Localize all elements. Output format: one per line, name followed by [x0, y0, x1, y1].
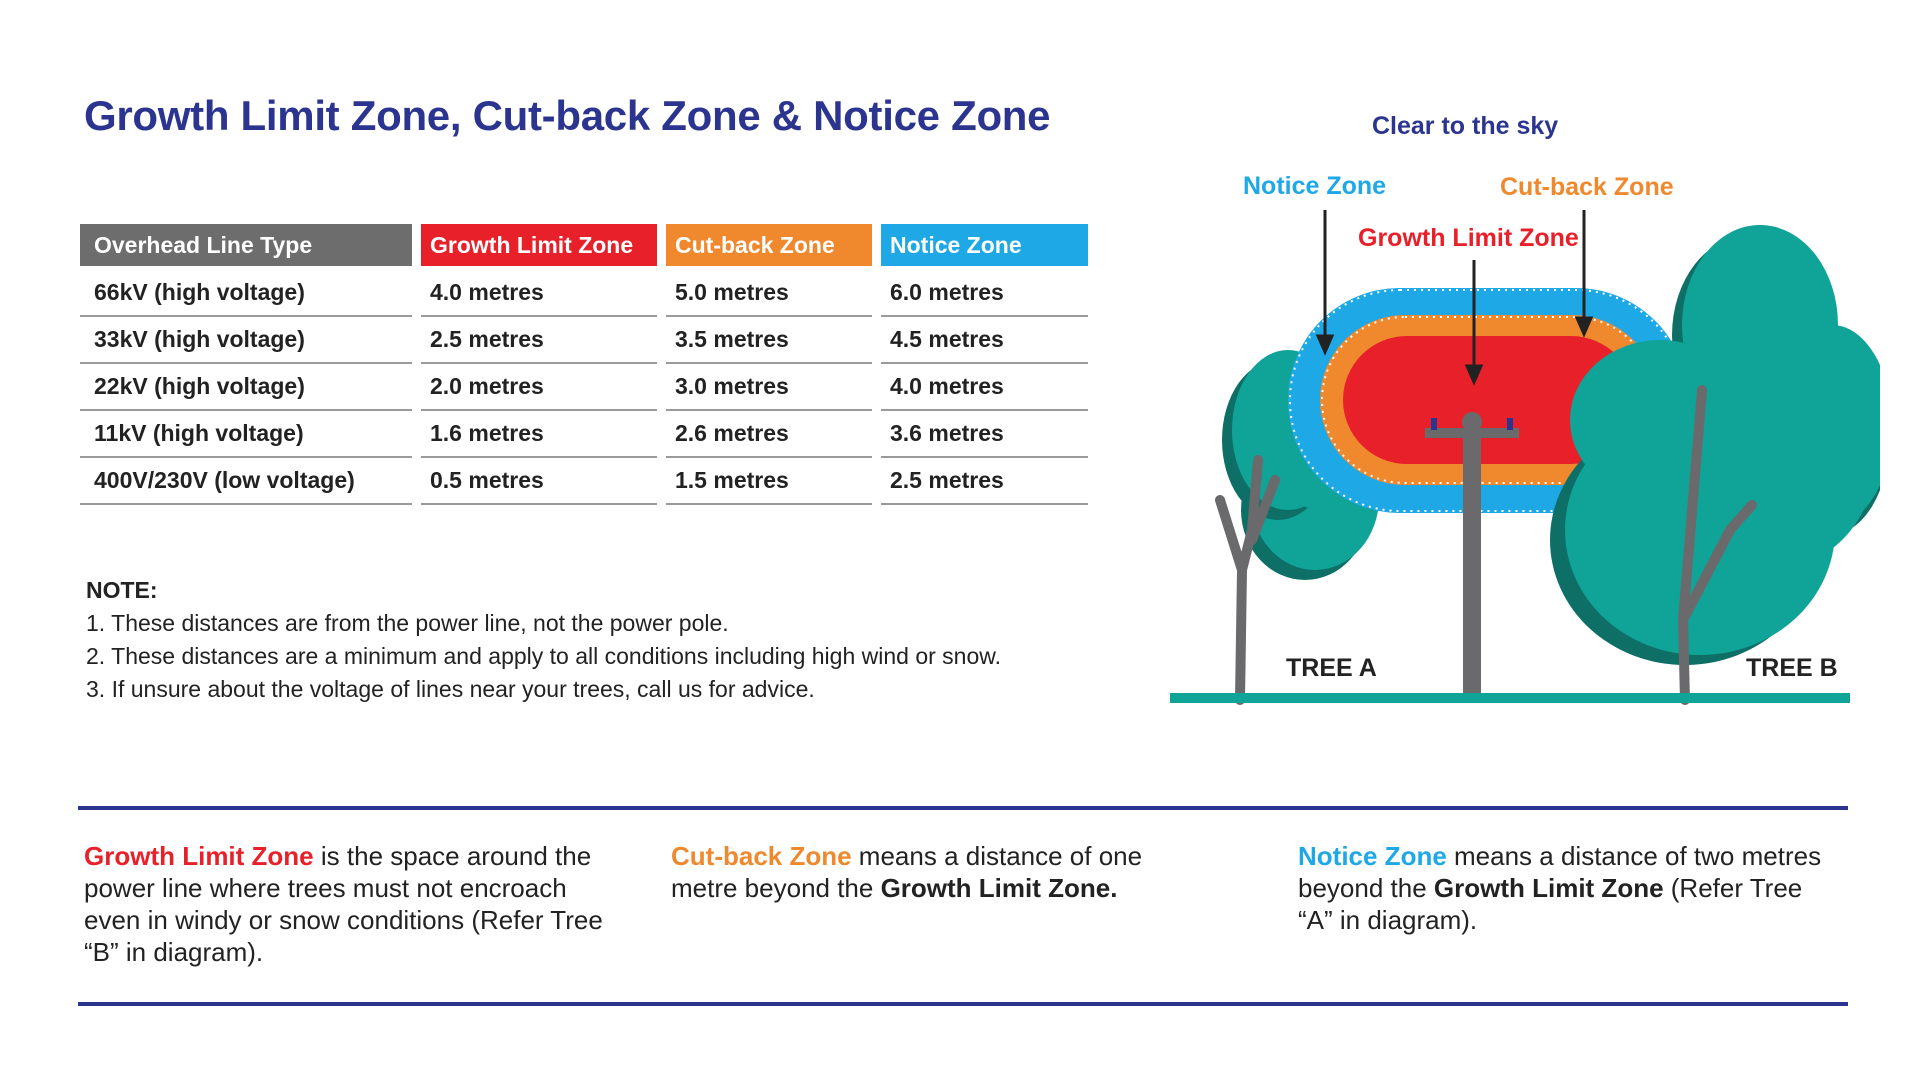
cutback-zone-label: Cut-back Zone — [1500, 173, 1674, 201]
growth-limit-text: is the space around the power line where trees must not encroach even in windy or snow conditions (Refer Tree “B” in diagram). — [84, 841, 603, 967]
notes-block — [86, 574, 1001, 706]
table-row — [80, 411, 1088, 458]
header-line-type: Overhead Line Type — [80, 224, 412, 266]
header-growth-limit: Growth Limit Zone — [421, 224, 657, 266]
notice-cell: 2.5 metres — [881, 458, 1088, 505]
header-notice: Notice Zone — [881, 224, 1088, 266]
bottom-divider — [78, 1002, 1848, 1006]
ground-line — [1170, 693, 1850, 703]
line-type-cell: 66kV (high voltage) — [80, 270, 412, 317]
cutback-strong: Growth Limit Zone. — [880, 873, 1118, 903]
notice-zone-label: Notice Zone — [1243, 172, 1387, 200]
notice-cell: 4.0 metres — [881, 364, 1088, 411]
notice-definition — [1298, 840, 1838, 936]
line-type-cell: 33kV (high voltage) — [80, 317, 412, 364]
cutback-cell: 3.0 metres — [666, 364, 872, 411]
notice-cell: 6.0 metres — [881, 270, 1088, 317]
table-row — [80, 317, 1088, 364]
growth-limit-definition — [84, 840, 604, 968]
growth-limit-term: Growth Limit Zone — [84, 841, 314, 871]
growth-limit-cell: 0.5 metres — [421, 458, 657, 505]
table-header-row — [80, 224, 1088, 267]
table-row — [80, 458, 1088, 505]
cutback-cell: 5.0 metres — [666, 270, 872, 317]
cutback-cell: 3.5 metres — [666, 317, 872, 364]
notice-strong: Growth Limit Zone — [1433, 873, 1664, 903]
cutback-cell: 1.5 metres — [666, 458, 872, 505]
page-title: Growth Limit Zone, Cut-back Zone & Notice Zone — [84, 92, 1051, 139]
note-item: 1. These distances are from the power line, not the power pole. — [86, 610, 729, 636]
growth-limit-cell: 4.0 metres — [421, 270, 657, 317]
line-type-cell: 22kV (high voltage) — [80, 364, 412, 411]
cutback-text: means a distance of one metre beyond the — [671, 841, 1143, 903]
notice-cell: 4.5 metres — [881, 317, 1088, 364]
notice-cell: 3.6 metres — [881, 411, 1088, 458]
line-type-cell: 11kV (high voltage) — [80, 411, 412, 458]
tree-b-label: TREE B — [1746, 654, 1838, 682]
notice-term: Notice Zone — [1298, 841, 1447, 871]
note-item: 3. If unsure about the voltage of lines near your trees, call us for advice. — [86, 676, 815, 702]
cutback-definition — [671, 840, 1211, 904]
notice-text-2: (Refer Tree “A” in diagram). — [1298, 873, 1803, 935]
top-divider — [78, 806, 1848, 810]
growth-limit-cell: 1.6 metres — [421, 411, 657, 458]
header-cutback: Cut-back Zone — [666, 224, 872, 266]
cutback-cell: 2.6 metres — [666, 411, 872, 458]
tree-a-label: TREE A — [1286, 654, 1377, 682]
table-row — [80, 270, 1088, 317]
note-item: 2. These distances are a minimum and apply to all conditions including high wind or snow. — [86, 643, 1001, 669]
clear-to-sky-label: Clear to the sky — [1372, 112, 1559, 140]
zone-distance-table — [80, 224, 1088, 505]
clearance-zone-diagram — [1140, 100, 1880, 720]
growth-limit-cell: 2.0 metres — [421, 364, 657, 411]
growth-limit-zone-label: Growth Limit Zone — [1358, 224, 1579, 252]
notice-text: means a distance of two metres beyond the — [1298, 841, 1822, 903]
cutback-term: Cut-back Zone — [671, 841, 852, 871]
table-row — [80, 364, 1088, 411]
growth-limit-cell: 2.5 metres — [421, 317, 657, 364]
line-type-cell: 400V/230V (low voltage) — [80, 458, 412, 505]
note-heading: NOTE: — [86, 577, 158, 603]
